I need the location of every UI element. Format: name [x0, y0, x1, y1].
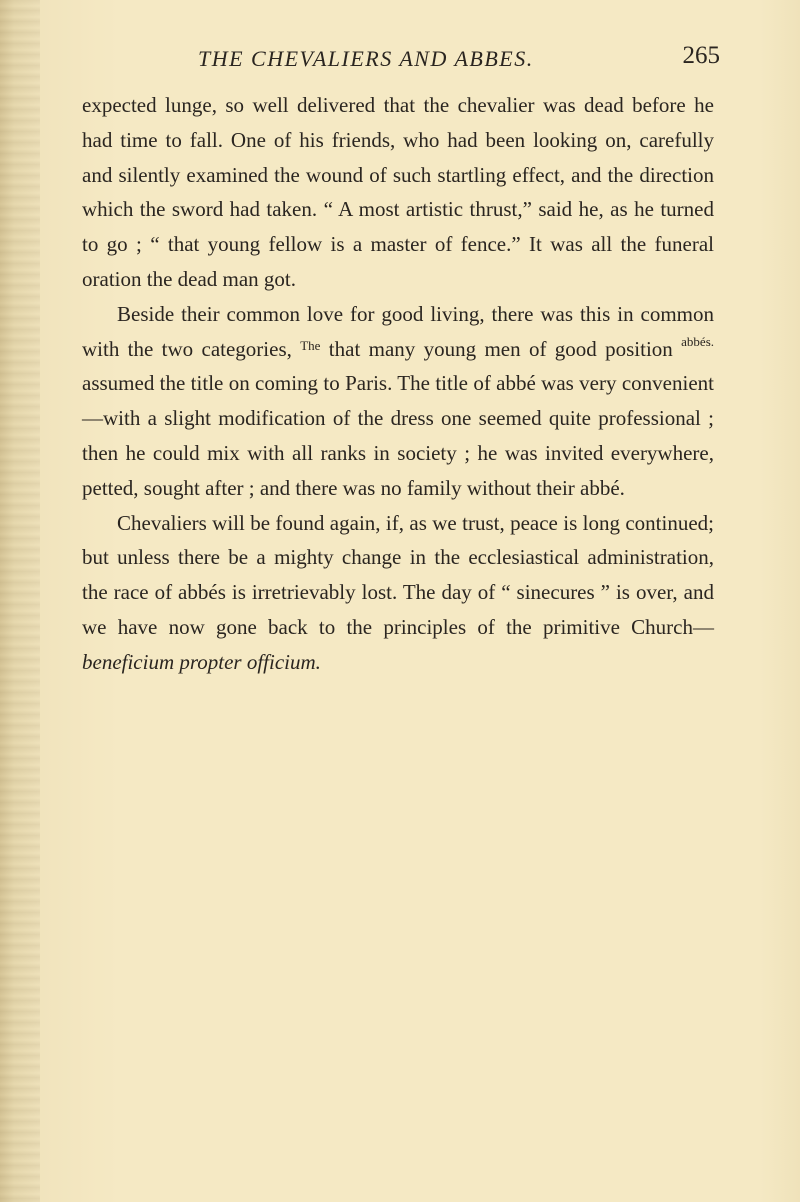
marginal-note-the: The — [300, 337, 321, 353]
paragraph-2-part-b: that many young men of good position — [328, 336, 673, 361]
paragraph-2-part-a: Beside their common love for good living, there was this in common with the two categories, — [82, 301, 714, 361]
page-number: 265 — [682, 42, 720, 69]
paragraph-2-part-c: assumed the title on coming to Paris. The title of abbé was very convenient—with a slight modification of the dress one seemed quite professional ; then he could mix with all ranks in society ; he was invited everywhere, petted, sought after ; and there was no family without their abbé. — [82, 371, 714, 500]
paragraph-3 — [82, 506, 714, 680]
paragraph-3-text: Chevaliers will be found again, if, as we trust, peace is long continued; but unless there be a mighty change in the ecclesiastical administration, the race of abbés is irretrievably lost. The day of “ sinecures ” is over, and we have now gone back to the principles of the primitive Church— — [82, 510, 714, 639]
paragraph-1: expected lunge, so well delivered that the chevalier was dead before he had time to fall. One of his friends, who had been looking on, carefully and silently examined the wound of such startling effect, and the direction which the sword had taken. “ A most artistic thrust,” said he, as he turned to go ; “ that young fellow is a master of fence.” It was all the funeral oration the dead man got. — [82, 93, 714, 291]
page-gutter — [0, 0, 40, 1202]
page-header — [150, 42, 740, 82]
latin-phrase: beneficium propter officium. — [82, 649, 321, 674]
running-head: THE CHEVALIERS AND ABBES. — [198, 46, 534, 71]
marginal-note-abbes: abbés. — [681, 333, 715, 349]
paragraph-2 — [82, 297, 714, 506]
body-text — [82, 88, 714, 680]
